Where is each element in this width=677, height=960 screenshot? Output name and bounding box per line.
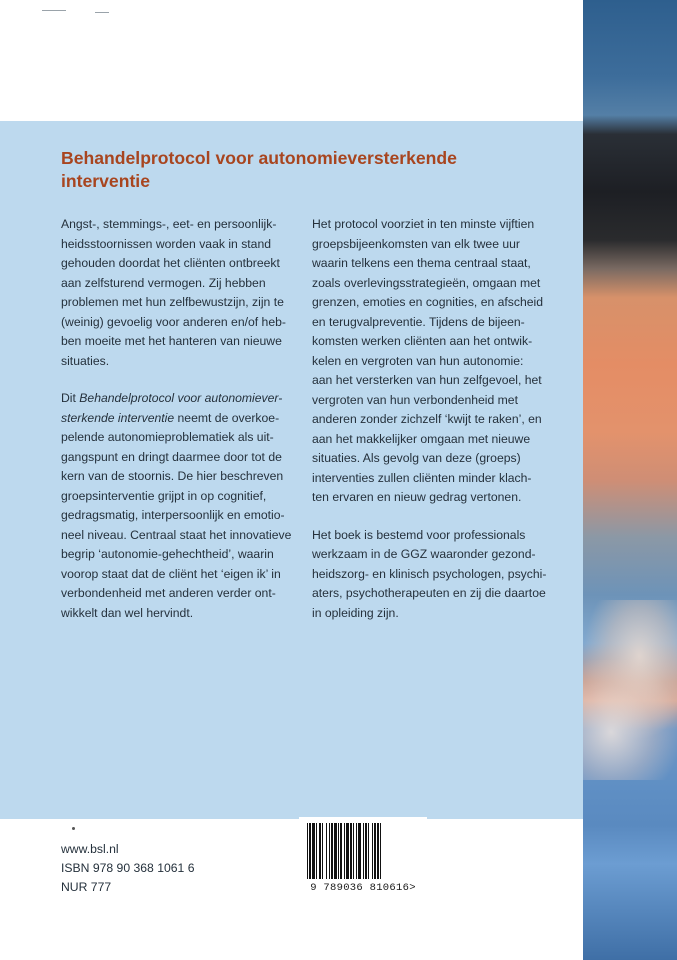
page-title <box>61 147 561 193</box>
barcode-bar <box>312 823 315 879</box>
text-line: aan zelfsturend vermogen. Zij hebben <box>61 275 266 290</box>
paragraph <box>61 389 319 623</box>
text-line: (weinig) gevoelig voor anderen en/of heb- <box>61 314 286 329</box>
text-fragment: Dit <box>61 391 80 405</box>
text-line: heidsstoornissen worden vaak in stand <box>61 236 272 251</box>
sky-photo-strip <box>583 0 677 960</box>
barcode-bar <box>346 823 349 879</box>
text-line: waarin telkens een thema centraal staat, <box>312 256 531 270</box>
text-line: pelende autonomieproblematiek als uit- <box>61 430 274 444</box>
website-link[interactable]: www.bsl.nl <box>61 842 119 856</box>
text-line: problemen met hun zelfbewustzijn, zijn te <box>61 295 284 309</box>
barcode-bar <box>380 823 381 879</box>
barcode-arrow: > <box>409 882 416 894</box>
text-line: komsten werken cliënten aan het ontwik- <box>312 334 533 348</box>
isbn-barcode <box>299 817 427 917</box>
barcode-bar <box>340 823 342 879</box>
text-line: gangspunt en dringt daarmee door tot de <box>61 449 282 464</box>
barcode-bar <box>377 823 379 879</box>
title-line: Behandelprotocol voor autonomieversterkende <box>61 148 457 168</box>
text-line: gedragsmatig, interpersoonlijk en emotio- <box>61 508 285 522</box>
text-line: Het protocol voorziet in ten minste vijftien <box>312 217 535 231</box>
barcode-bar <box>322 823 323 879</box>
text-fragment: neemt de overkoe- <box>174 410 280 425</box>
barcode-bar <box>353 823 354 879</box>
paragraph <box>312 526 570 624</box>
text-line: werkzaam in de GGZ waaronder gezond- <box>312 547 536 561</box>
text-line: in opleiding zijn. <box>312 605 399 620</box>
barcode-bar <box>374 823 376 879</box>
text-line: heidszorg- en klinisch psychologen, psychi- <box>312 566 547 581</box>
text-line: kelen en vergroten van hun autonomie: <box>312 353 524 368</box>
barcode-bar <box>326 823 327 879</box>
paragraph <box>61 215 319 371</box>
isbn: ISBN 978 90 368 1061 6 <box>61 861 195 875</box>
barcode-bar <box>372 823 373 879</box>
barcode-bar <box>319 823 321 879</box>
cloud-image <box>583 660 677 780</box>
nur-code: NUR 777 <box>61 880 112 894</box>
barcode-bar <box>363 823 364 879</box>
text-line: aan het versterken van hun zelfgevoel, het <box>312 373 542 387</box>
barcode-bar <box>316 823 317 879</box>
speck <box>95 12 109 13</box>
text-line: aters, psychotherapeuten en zij die daartoe <box>312 586 546 600</box>
text-line: ben moeite met het hanteren van nieuwe <box>61 334 282 348</box>
book-title-italic: Behandelprotocol voor autonomiever- <box>79 391 283 405</box>
text-line: begrip ‘autonomie-gehechtheid’, waarin <box>61 547 274 561</box>
text-line: verbondenheid met anderen verder ont- <box>61 586 276 600</box>
text-line: Angst-, stemmings-, eet- en persoonlijk- <box>61 217 277 231</box>
title-line: interventie <box>61 171 150 191</box>
barcode-bar <box>365 823 367 879</box>
barcode-bar <box>358 823 361 879</box>
barcode-number: 9 789036 810616 <box>310 882 410 894</box>
text-line: Het boek is bestemd voor professionals <box>312 527 526 542</box>
text-line: groepsinterventie grijpt in op cognitief, <box>61 488 267 503</box>
text-line: situaties. Als gevolg van deze (groeps) <box>312 451 521 465</box>
barcode-bar <box>329 823 330 879</box>
imprint <box>61 840 195 897</box>
text-line: zoals overlevingsstrategieën, omgaan met <box>312 275 541 290</box>
text-line: vergroten van hun verbondenheid met <box>312 392 518 407</box>
barcode-bar <box>356 823 357 879</box>
text-line: interventies zullen cliënten minder klach- <box>312 470 532 485</box>
text-line: grenzen, emoties en cognities, en afscheid <box>312 295 544 309</box>
text-line <box>61 409 319 429</box>
book-title-italic: sterkende interventie <box>61 410 175 425</box>
barcode-bar <box>309 823 311 879</box>
right-column <box>312 215 570 641</box>
barcode-bar <box>338 823 339 879</box>
text-line: groepsbijeenkomsten van elk twee uur <box>312 236 520 251</box>
barcode-bar <box>307 823 308 879</box>
text-line: wikkelt dan wel hervindt. <box>61 605 194 620</box>
barcode-digits <box>299 882 427 894</box>
barcode-bars <box>305 823 421 883</box>
barcode-bar <box>331 823 333 879</box>
text-line: situaties. <box>61 353 110 368</box>
text-line: gehouden doordat het cliënten ontbreekt <box>61 256 280 270</box>
text-line: kern van de stoornis. De hier beschreven <box>61 469 284 483</box>
speck <box>42 10 66 11</box>
text-line: voorop staat dat de cliënt het ‘eigen ik’ in <box>61 566 281 581</box>
dot <box>72 827 75 830</box>
left-column <box>61 215 319 641</box>
text-line: ten ervaren en nieuw gedrag vertonen. <box>312 490 522 504</box>
text-line: neel niveau. Centraal staat het innovatieve <box>61 527 292 542</box>
text-line: en terugvalpreventie. Tijdens de bijeen- <box>312 314 525 329</box>
barcode-bar <box>368 823 369 879</box>
text-line: aan het makkelijker omgaan met nieuwe <box>312 431 531 446</box>
barcode-bar <box>350 823 352 879</box>
barcode-bar <box>334 823 337 879</box>
text-line <box>61 389 319 409</box>
paragraph <box>312 215 570 508</box>
text-line: anderen zonder zichzelf ‘kwijt te raken’, en <box>312 412 542 426</box>
barcode-bar <box>344 823 345 879</box>
